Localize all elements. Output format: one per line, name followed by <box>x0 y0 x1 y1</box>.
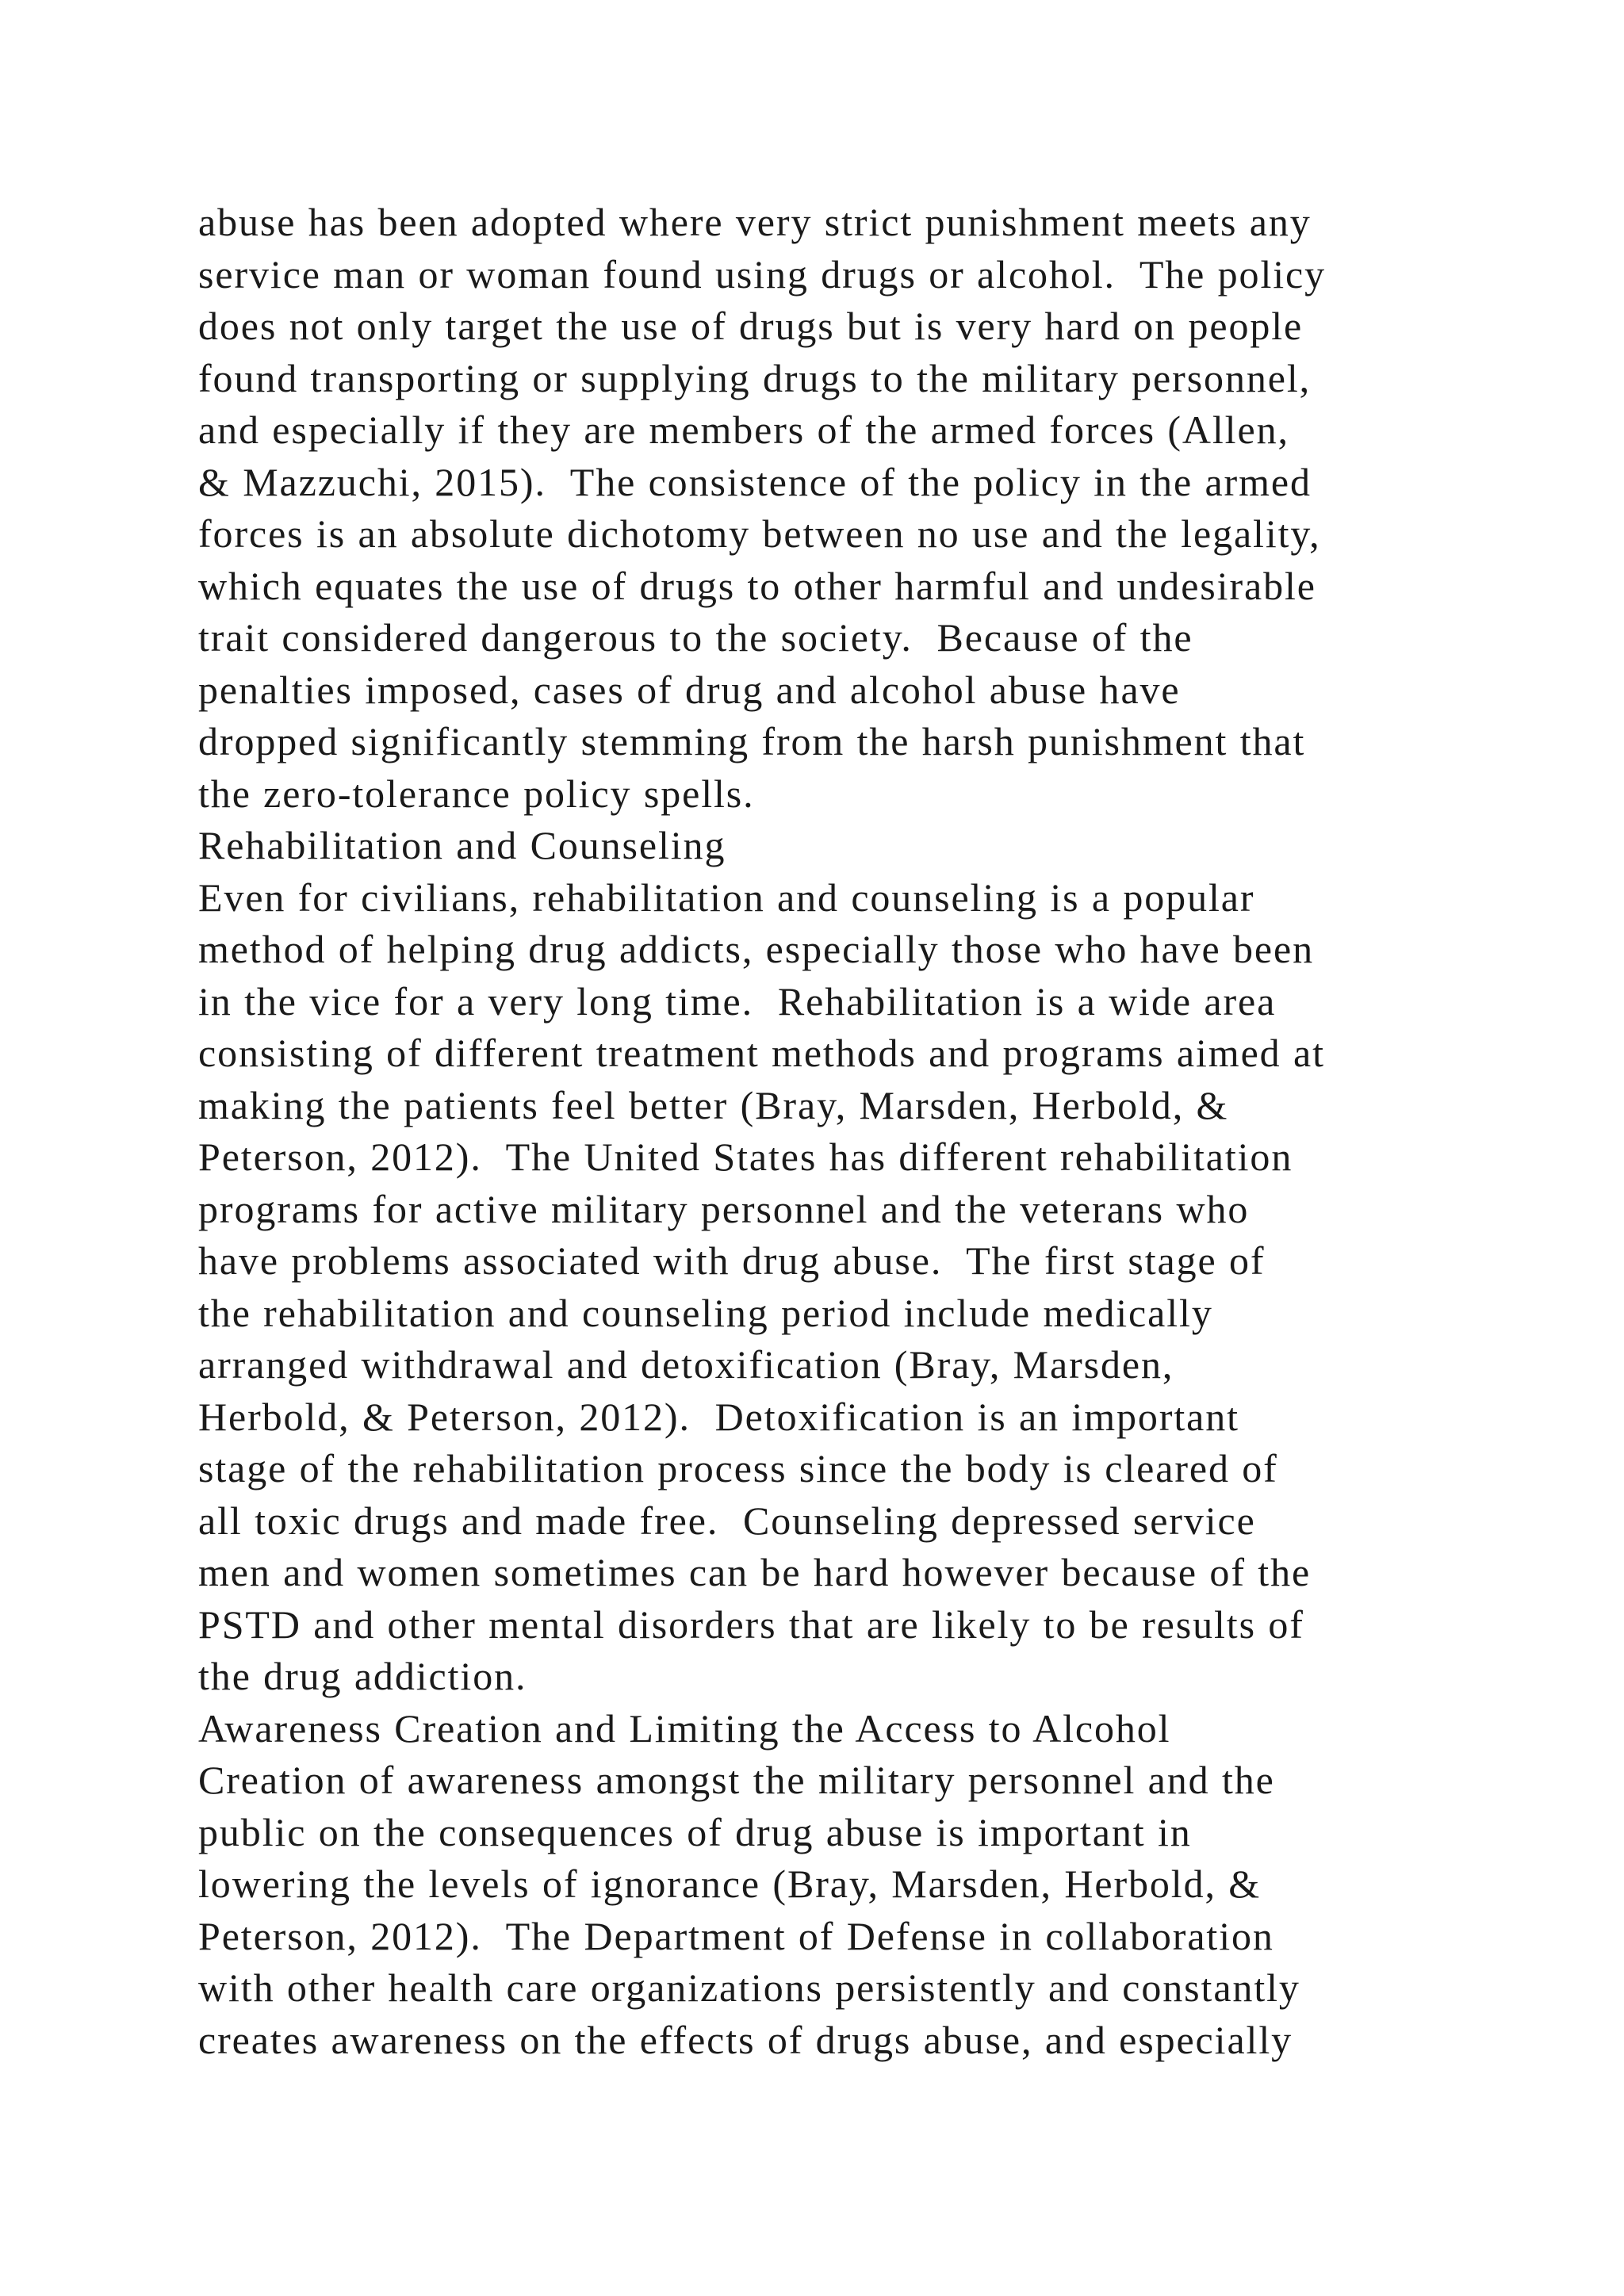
text-line: penalties imposed, cases of drug and alcohol abuse have <box>198 667 1181 712</box>
text-line: Herbold, & Peterson, 2012). Detoxification is an important <box>198 1394 1239 1439</box>
text-line: all toxic drugs and made free. Counseling depressed service <box>198 1498 1256 1543</box>
text-line: Creation of awareness amongst the military personnel and the <box>198 1758 1275 1802</box>
text-line: Peterson, 2012). The United States has different rehabilitation <box>198 1135 1293 1179</box>
text-line: making the patients feel better (Bray, Marsden, Herbold, & <box>198 1082 1229 1127</box>
text-line: PSTD and other mental disorders that are likely to be results of <box>198 1601 1304 1647</box>
text-line: public on the consequences of drug abuse is important in <box>198 1809 1192 1854</box>
text-line: arranged withdrawal and detoxification (Bray, Marsden, <box>198 1342 1174 1387</box>
text-line: in the vice for a very long time. Rehabilitation is a wide area <box>198 978 1277 1024</box>
text-line: & Mazzuchi, 2015). The consistence of the policy in the armed <box>198 459 1312 504</box>
text-line: Even for civilians, rehabilitation and counseling is a popular <box>198 874 1255 920</box>
text-line: abuse has been adopted where very strict punishment meets any <box>198 200 1312 244</box>
text-line: found transporting or supplying drugs to the military personnel, <box>198 355 1312 400</box>
text-line: with other health care organizations persistently and constantly <box>198 1965 1300 2010</box>
text-line: and especially if they are members of the armed forces (Allen, <box>198 408 1289 452</box>
text-line: Peterson, 2012). The Department of Defense in collaboration <box>198 1913 1274 1958</box>
text-line: men and women sometimes can be hard however because of the <box>198 1550 1312 1594</box>
section-heading: Rehabilitation and Counseling <box>198 823 726 867</box>
text-line: the rehabilitation and counseling period include medically <box>198 1290 1213 1335</box>
text-line: the zero-tolerance policy spells. <box>198 771 755 816</box>
text-line: method of helping drug addicts, especially those who have been <box>198 927 1314 971</box>
section-heading: Awareness Creation and Limiting the Access to Alcohol <box>198 1705 1171 1751</box>
text-line: does not only target the use of drugs but is very hard on people <box>198 304 1304 348</box>
text-line: programs for active military personnel and the veterans who <box>198 1186 1250 1231</box>
text-line: consisting of different treatment methods and programs aimed at <box>198 1031 1325 1075</box>
text-line: service man or woman found using drugs or alcohol. The policy <box>198 251 1327 297</box>
text-line: trait considered dangerous to the society. Because of the <box>198 615 1193 660</box>
text-line: the drug addiction. <box>198 1654 527 1698</box>
text-line: forces is an absolute dichotomy between no use and the legality, <box>198 511 1321 556</box>
text-line: dropped significantly stemming from the harsh punishment that <box>198 719 1306 763</box>
text-line: lowering the levels of ignorance (Bray, Marsden, Herbold, & <box>198 1862 1262 1906</box>
text-line: which equates the use of drugs to other harmful and undesirable <box>198 563 1316 608</box>
text-line: stage of the rehabilitation process since the body is cleared of <box>198 1446 1278 1490</box>
body-text <box>198 197 1451 2066</box>
text-line: have problems associated with drug abuse. The first stage of <box>198 1238 1266 1283</box>
text-line: creates awareness on the effects of drugs abuse, and especially <box>198 2017 1293 2062</box>
